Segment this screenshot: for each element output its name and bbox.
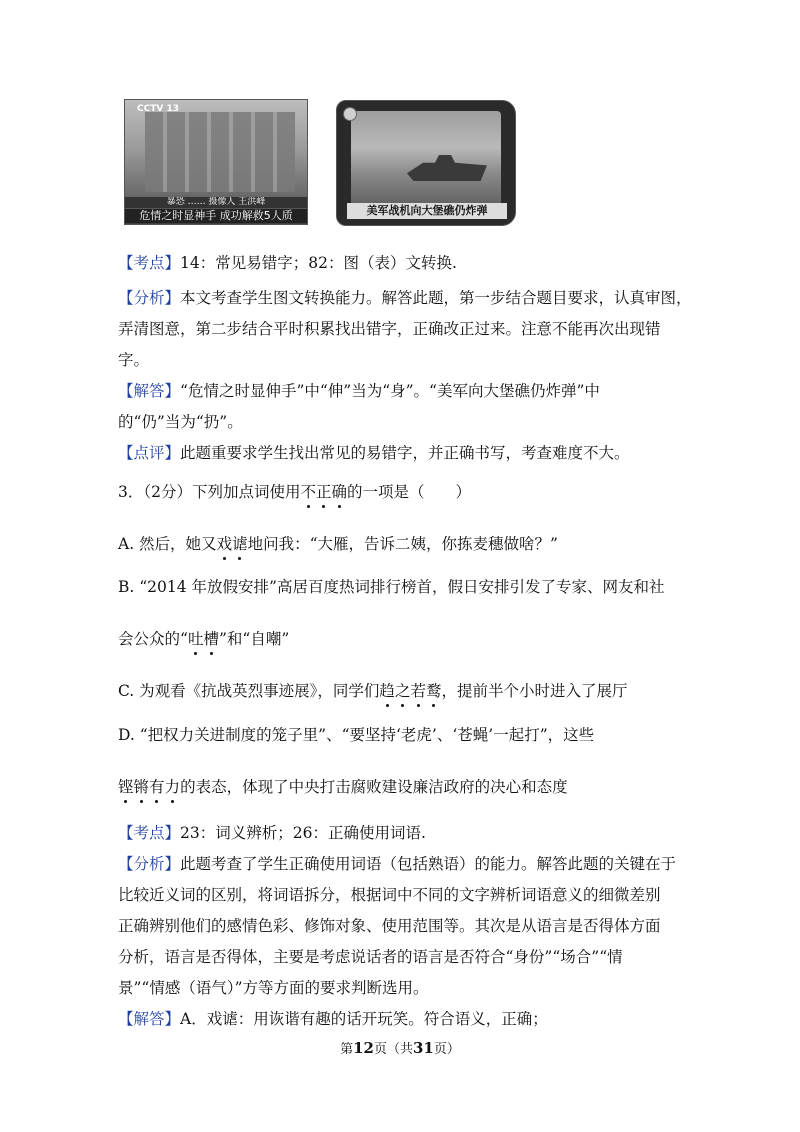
dianping-line [118,442,630,464]
page-footer [0,1038,800,1057]
kaodian-tag: 【考点】 [118,254,181,272]
dotted-word [379,682,441,700]
footer-text: 第 [340,1042,354,1057]
kaodian-text: 14：常见易错字；82：图（表）文转换. [180,254,457,272]
stem-text: 3．（2分）下列加点词使用 [118,483,301,501]
emphasis-char: 不 [300,483,316,501]
fenxi-line [118,287,692,309]
kaodian-line [118,822,426,844]
emphasis-char: 锵 [133,778,150,796]
option-d: D. “把权力关进制度的笼子里”、“要坚持‘老虎’、‘苍蝇’一起打”，这些 [118,726,595,744]
emphasis-char: 趋 [379,682,395,700]
news-photo-warship [336,100,516,226]
option-c [118,680,628,702]
option-b-cont [118,628,289,650]
news-caption: 美军战机向大堡礁仍炸弹 [347,203,507,219]
emphasis-char: 鹜 [425,682,442,700]
dotted-word [300,483,347,501]
stem-text: 的一项是（ ） [347,483,472,501]
emphasis-char: 有 [149,778,165,796]
jieda-line [118,1008,548,1030]
question-stem [118,481,471,503]
option-text: ，提前半个小时进入了展厅 [441,682,628,700]
kaodian-tag: 【考点】 [118,824,181,842]
cctv-logo: CCTV 13 [137,104,179,114]
emphasis-char: 吐 [187,630,204,648]
option-text: A. 然后，她又 [118,535,217,553]
option-a [118,533,558,555]
dotted-word [188,630,219,648]
jieda-text: A．戏谑：用诙谐有趣的话开玩笑。符合语义，正确； [180,1010,548,1028]
fenxi-text: 本文考查学生图文转换能力。解答此题，第一步结合题目要求，认真审图， [180,289,692,307]
fenxi-line: 景”“情感（语气）”方等方面的要求判断选用。 [118,979,429,997]
option-text: C. 为观看《抗战英烈事迹展》，同学们 [118,682,380,700]
news-caption: 危情之时显神手 成功解救5人质 [125,209,307,223]
kaodian-text: 23：词义辨析；26：正确使用词语. [180,824,426,842]
emphasis-char: 戏 [216,535,233,553]
warship-image [407,155,487,181]
option-b: B. “2014 年放假安排”高居百度热词排行榜首，假日安排引发了专家、网友和社 [118,578,665,596]
option-text: 的表态，体现了中央打击腐败建设廉洁政府的决心和态度 [180,778,568,796]
page-number: 12 [353,1039,374,1057]
fenxi-line: 正确辨别他们的感情色彩、修饰对象、使用范围等。其次是从语言是否得体方面 [118,917,661,935]
fenxi-line: 弄清图意，第二步结合平时积累找出错字，正确改正过来。注意不能再次出现错 [118,320,661,338]
option-text: 地问我：“大雁，告诉二姨，你拣麦穗做啥？” [247,535,558,553]
jieda-text: “危情之时显伸手”中“伸”当为“身”。“美军向大堡礁仍炸弹”中 [180,382,600,400]
emphasis-char: 正 [316,483,332,501]
fenxi-line [118,853,676,875]
emphasis-char: 谑 [232,535,248,553]
fenxi-tag: 【分析】 [118,289,181,307]
emphasis-char: 力 [164,778,181,796]
option-d-cont [118,776,568,798]
kaodian-line [118,252,457,274]
footer-text: 页） [433,1042,460,1057]
channel-icon [343,107,357,121]
option-text: ”和“自嘲” [218,630,290,648]
emphasis-char: 若 [410,682,426,700]
fenxi-line: 分析，语言是否得体，主要是考虑说话者的语言是否符合“身份”“场合”“情 [118,948,623,966]
emphasis-char: 之 [394,682,411,700]
footer-text: 页（共 [373,1042,413,1057]
jieda-tag: 【解答】 [118,382,181,400]
dotted-word [118,778,180,796]
emphasis-char: 确 [331,483,348,501]
option-text: 会公众的“ [118,630,188,648]
building-image [145,112,295,192]
dotted-word [217,535,248,553]
dianping-text: 此题重要求学生找出常见的易错字，并正确书写，考查难度不大。 [180,444,630,462]
total-pages: 31 [413,1039,434,1057]
jieda-tag: 【解答】 [118,1010,181,1028]
emphasis-char: 铿 [118,778,134,796]
jieda-line: 的“仍”当为“扔”。 [118,413,243,431]
fenxi-line: 比较近义词的区别，将词语拆分，根据词中不同的文字辨析词语意义的细微差别 [118,886,661,904]
tv-screen [351,111,501,215]
news-subtitle: 暴恐 …… 摄像人 王洪峰 [125,197,307,208]
fenxi-line: 字。 [118,351,150,369]
dianping-tag: 【点评】 [118,444,181,462]
fenxi-text: 此题考查了学生正确使用词语（包括熟语）的能力。解答此题的关键在于 [180,855,677,873]
jieda-line [118,380,600,402]
news-photo-building [124,99,308,225]
fenxi-tag: 【分析】 [118,855,181,873]
emphasis-char: 槽 [203,630,219,648]
